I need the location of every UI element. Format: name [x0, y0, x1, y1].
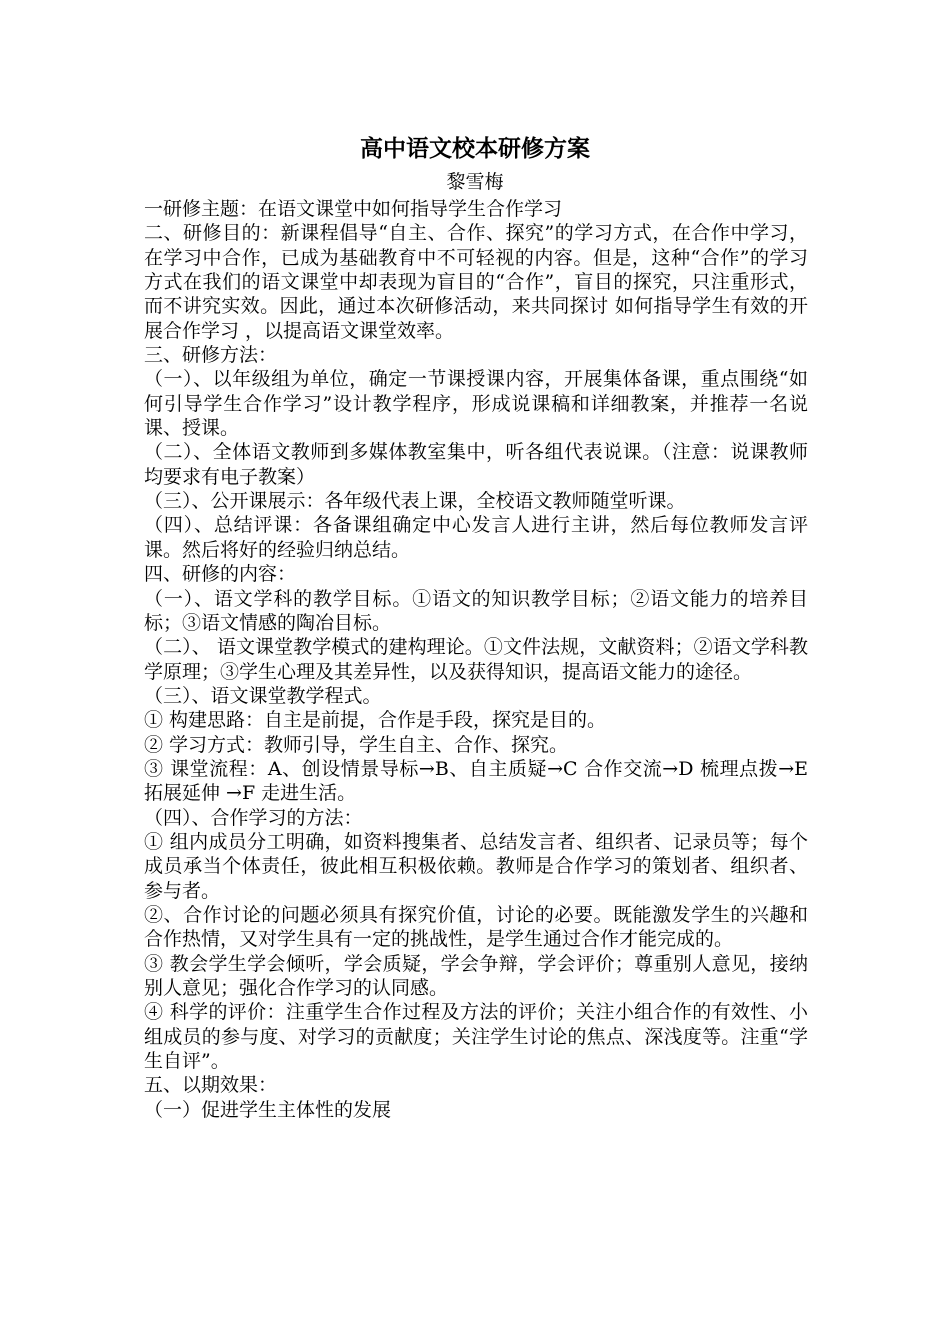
list-item-approach: ① 构建思路：自主是前提，合作是手段，探究是目的。 [144, 709, 607, 732]
list-item-learning-style: ② 学习方式：教师引导，学生自主、合作、探究。 [144, 733, 569, 756]
document-body [144, 197, 808, 1122]
list-item-discussion: ②、合作讨论的问题必须具有探究价值，讨论的必要。既能激发学生的兴趣和合作热情，又对学生具有一定的挑战性，是学生通过合作才能完成的。 [144, 903, 808, 951]
document-author: 黎雪梅 [446, 171, 504, 193]
list-item-class-flow: ③ 课堂流程：A、创设情景导标→B、自主质疑→C 合作交流→D 梳理点拨→E 拓展延伸 →F 走进生活。 [144, 757, 808, 805]
list-item-division: ① 组内成员分工明确，如资料搜集者、总结发言者、组织者、记录员等；每个成员承当个体责任，彼此相互积极依赖。教师是合作学习的策划者、组织者、参与者。 [144, 830, 808, 902]
list-item-listening: ③ 教会学生学会倾听，学会质疑，学会争辩，学会评价；尊重别人意见，接纳别人意见；强化合作学习的认同感。 [144, 952, 808, 999]
document-title: 高中语文校本研修方案 [360, 136, 590, 162]
paragraph-method-2: （二）、全体语文教师到多媒体教室集中，听各组代表说课。（注意：说课教师均要求有电子教案） [144, 441, 808, 488]
paragraph-method-3: （三）、公开课展示：各年级代表上课，全校语文教师随堂听课。 [144, 490, 686, 513]
heading-content: 四、研修的内容： [144, 563, 297, 586]
paragraph-content-3: （三）、语文课堂教学程式。 [144, 684, 382, 707]
paragraph-effect-1: （一）促进学生主体性的发展 [144, 1098, 392, 1121]
paragraph-purpose: 二、研修目的：新课程倡导“自主、合作、探究”的学习方式，在合作中学习，在学习中合作，已成为基础教育中不可轻视的内容。但是，这种“合作”的学习方式在我们的语文课堂中却表现为盲目的“合作”，盲目的探究，只注重形式，而不讲究实效。因此，通过本次研修活动，来共同探讨 如何指导学生有效的开展合作学习 ，以提高语文课堂效率。 [144, 222, 808, 342]
paragraph-method-1: （一）、以年级组为单位，确定一节课授课内容，开展集体备课，重点围绕“如何引导学生合作学习”设计教学程序，形成说课稿和详细教案，并推荐一名说课、授课。 [144, 368, 808, 440]
heading-methods: 三、研修方法： [144, 344, 278, 367]
paragraph-content-4: （四）、合作学习的方法： [144, 806, 363, 829]
heading-expected-effects: 五、以期效果： [144, 1074, 278, 1097]
paragraph-content-1: （一）、语文学科的教学目标。①语文的知识教学目标；②语文能力的培养目标；③语文情感的陶冶目标。 [144, 587, 808, 634]
paragraph-method-4: （四）、总结评课：各备课组确定中心发言人进行主讲，然后每位教师发言评课。然后将好的经验归纳总结。 [144, 514, 808, 561]
paragraph-content-2: （二）、 语文课堂教学模式的建构理论。①文件法规，文献资料；②语文学科教学原理；③学生心理及其差异性，以及获得知识，提高语文能力的途径。 [144, 636, 808, 683]
list-item-evaluation: ④ 科学的评价：注重学生合作过程及方法的评价；关注小组合作的有效性、小组成员的参与度、对学习的贡献度；关注学生讨论的焦点、深浅度等。注重“学生自评”。 [144, 1001, 808, 1073]
paragraph-topic: 一研修主题：在语文课堂中如何指导学生合作学习 [144, 198, 563, 220]
